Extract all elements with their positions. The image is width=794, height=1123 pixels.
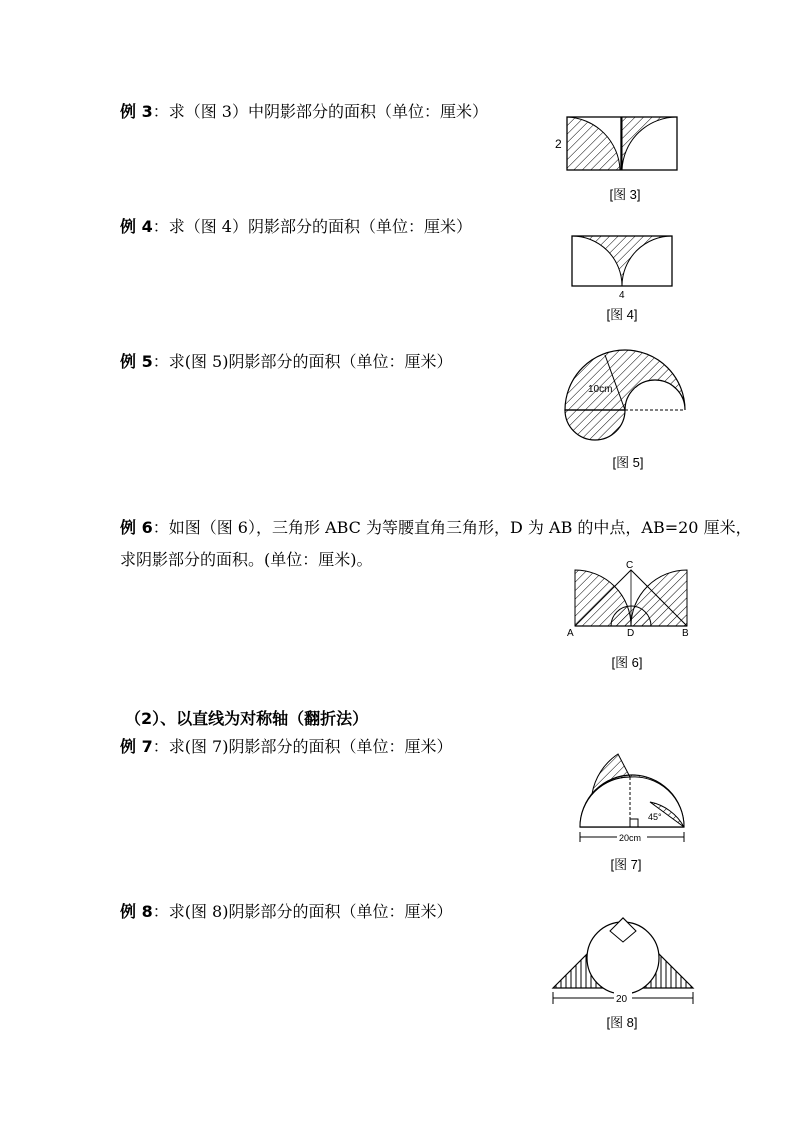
length-label: 20 — [616, 994, 628, 1005]
point-d-label: D — [627, 628, 635, 639]
question-text: ：求（图 3）中阴影部分的面积（单位：厘米） — [152, 102, 488, 121]
example-label: 例 6 — [120, 518, 153, 537]
example-label: 例 8 — [120, 902, 153, 921]
figure-7-caption: [图 7] — [610, 857, 642, 872]
bottom-label: 4 — [619, 290, 625, 301]
example-label: 例 7 — [120, 737, 153, 756]
question-text: ：求（图 4）阴影部分的面积（单位：厘米） — [152, 217, 472, 236]
question-text: ：求(图 5)阴影部分的面积（单位：厘米） — [152, 352, 453, 371]
example-6-question — [120, 518, 752, 538]
example-label: 例 3 — [120, 102, 153, 121]
figure-3 — [555, 112, 685, 177]
figure-6-caption: [图 6] — [611, 655, 643, 670]
figure-5 — [560, 350, 690, 450]
point-c-label: C — [626, 560, 634, 571]
example-8-question — [120, 902, 452, 922]
example-5-question — [120, 352, 452, 372]
example-label: 例 4 — [120, 217, 153, 236]
point-a-label: A — [567, 628, 574, 639]
figure-8 — [550, 912, 698, 1012]
question-text: ：如图（图 6），三角形 ABC 为等腰直角三角形，D 为 AB 的中点，AB=20 厘米， — [152, 518, 752, 537]
example-3-question — [120, 102, 488, 122]
figure-4-caption: [图 4] — [606, 307, 638, 322]
figure-5-caption: [图 5] — [612, 455, 644, 470]
section-title: （2）、以直线为对称轴（翻折法） — [125, 709, 369, 728]
angle-label: 45° — [648, 812, 662, 822]
figure-8-caption: [图 8] — [606, 1015, 638, 1030]
figure-4 — [570, 233, 674, 299]
figure-3-caption: [图 3] — [609, 187, 641, 202]
example-7-question — [120, 737, 452, 757]
example-6-question-line2: 求阴影部分的面积。(单位：厘米)。 — [120, 550, 373, 569]
example-label: 例 5 — [120, 352, 153, 371]
radius-label: 10cm — [588, 384, 613, 395]
length-label: 20cm — [619, 833, 642, 843]
question-text: ：求(图 7)阴影部分的面积（单位：厘米） — [152, 737, 453, 756]
side-label: 2 — [555, 137, 562, 151]
figure-6 — [563, 560, 698, 640]
point-b-label: B — [682, 628, 689, 639]
question-text: ：求(图 8)阴影部分的面积（单位：厘米） — [152, 902, 453, 921]
figure-7 — [570, 752, 695, 847]
example-4-question — [120, 217, 472, 237]
